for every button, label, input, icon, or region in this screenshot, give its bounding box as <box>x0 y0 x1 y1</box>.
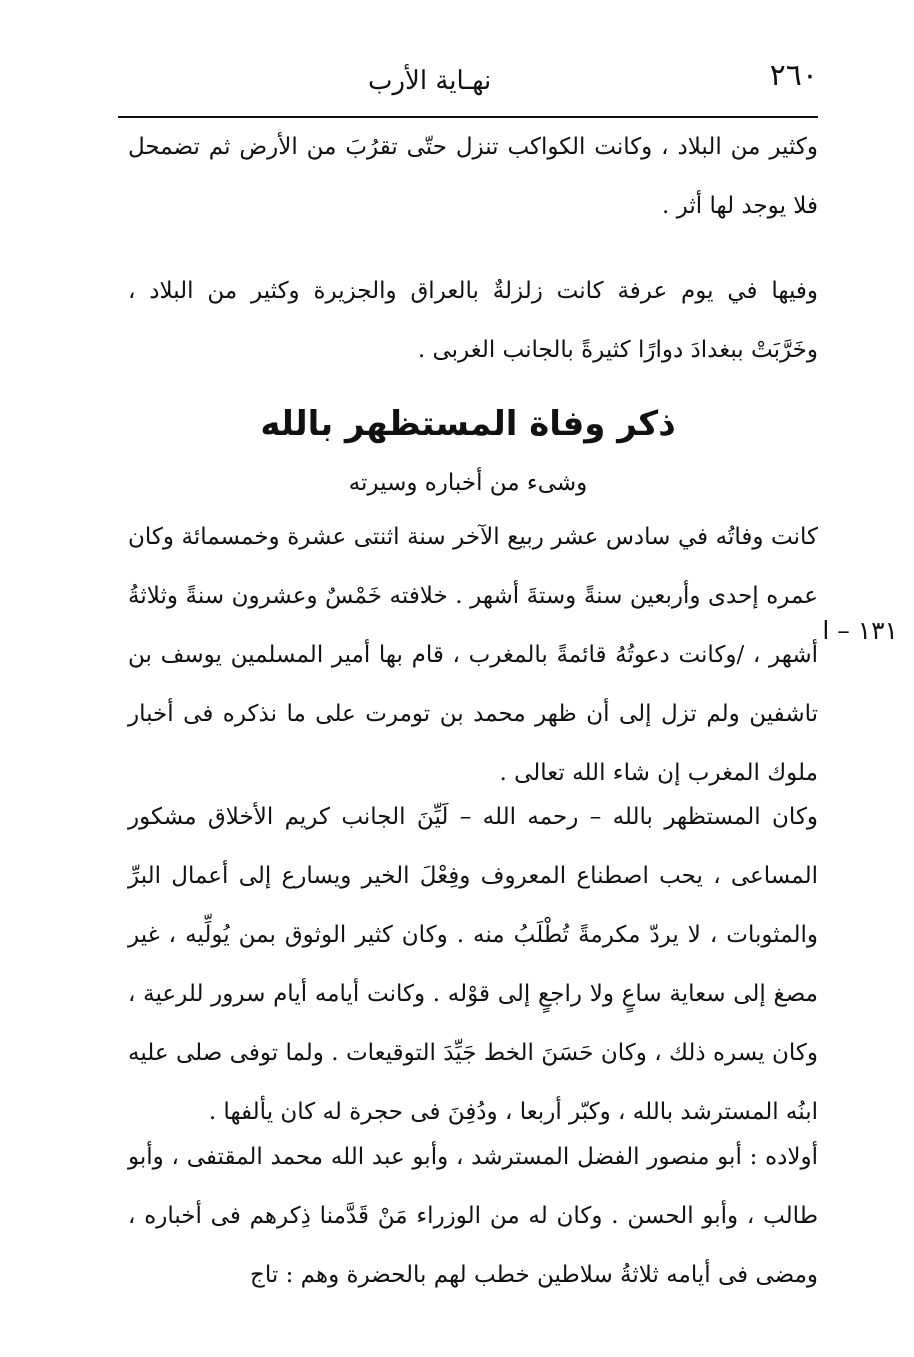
margin-manuscript-reference: ١٣١ – ا <box>822 616 898 645</box>
page-number: ٢٦٠ <box>769 58 818 93</box>
section-subheading: وشىء من أخباره وسيرته <box>348 470 588 496</box>
paragraph-comets: وكثير من البلاد ، وكانت الكواكب تنزل حتّى تقرُبَ من الأرض ثم تضمحل فلا يوجد لها أثر . <box>128 134 818 219</box>
section-heading: ذكر وفاة المستظهر بالله <box>260 404 676 444</box>
running-title: نهـاية الأرب <box>368 66 492 96</box>
paragraph-character: وكان المستظهر بالله – رحمه الله – لَيِّنَ الجانب كريم الأخلاق مشكور المساعى ، يحب اصطناع المعروف وفِعْلَ الخير ويسارع إلى أعمال البرِّ والمثوبات ، لا يردّ مكرمةً تُطْلَبُ منه . وكان كثير الوثوق بمن يُولِّيه ، غير مصغ إلى سعاية ساعٍ ولا راجعٍ إلى قوْله . وكانت أيامه أيام سرور للرعية ، وكان يسره ذلك ، وكان حَسَنَ الخط جَيِّدَ التوقيعات . ولما توفى صلى عليه ابنُه المسترشد بالله ، وكبّر أربعا ، ودُفِنَ فى حجرة له كان يألفها . <box>128 804 818 1125</box>
paragraph-earthquake: وفيها في يوم عرفة كانت زلزلةٌ بالعراق والجزيرة وكثير من البلاد ، وخَرَّبَتْ ببغدادَ دوارًا كثيرةً بالجانب الغربى . <box>128 278 818 363</box>
paragraph-death: كانت وفاتُه في سادس عشر ربيع الآخر سنة اثنتى عشرة وخمسمائة وكان عمره إحدى وأربعين سنةً وستةَ أشهر . خلافته خَمْسٌ وعشرون سنةً وثلاثةُ أشهر ، /وكانت دعوتُهُ قائمةً بالمغرب ، قام بها أمير المسلمين يوسف بن تاشفين ولم تزل إلى أن ظهر محمد بن تومرت على ما نذكره فى أخبار ملوك المغرب إن شاء الله تعالى . <box>128 524 818 786</box>
paragraph-children: أولاده : أبو منصور الفضل المسترشد ، وأبو عبد الله محمد المقتفى ، وأبو طالب ، وأبو الحسن . وكان له من الوزراء مَنْ قَدَّمنا ذِكرهم فى أخباره ، ومضى فى أيامه ثلاثةُ سلاطين خطب لهم بالحضرة وهم : تاج <box>128 1144 819 1288</box>
page-header <box>118 58 818 110</box>
